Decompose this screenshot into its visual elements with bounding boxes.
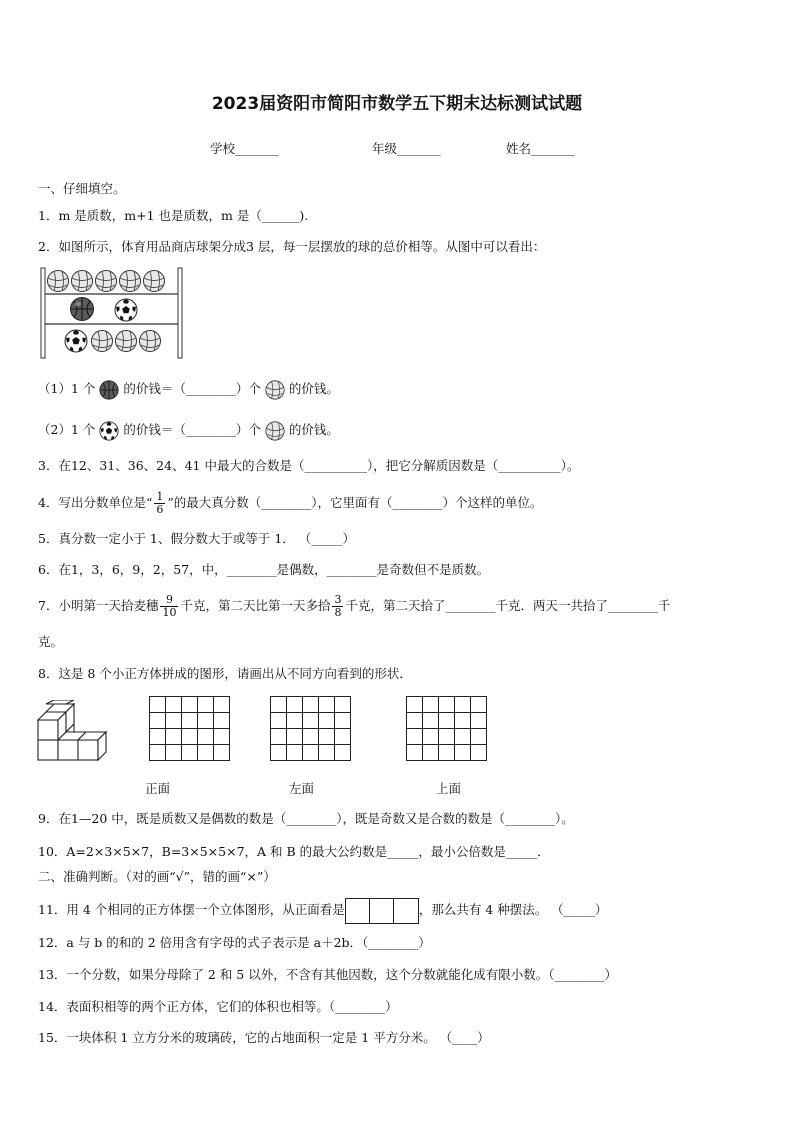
question-12: 12．a 与 b 的和的 2 倍用含有字母的式子表示是 a＋2b．（________）	[38, 935, 431, 950]
front-view-label: 正面	[145, 781, 171, 796]
front-view-grid[interactable]	[149, 696, 230, 761]
question-15: 15．一块体积 1 立方分米的玻璃砖，它的占地面积一定是 1 平方分米。 （____）	[38, 1030, 490, 1045]
fraction-three-eighths: $\frac{3}{8}$	[334, 593, 342, 619]
question-2: 2．如图所示，体育用品商店球架分成3 层，每一层摆放的球的总价相等。从图中可以看出：	[38, 239, 546, 254]
question-10: 10．A=2×3×5×7，B=3×5×5×7，A 和 B 的最大公约数是_____，最小公倍数是_____．	[38, 844, 550, 859]
question-5: 5．真分数一定小于 1、假分数大于或等于 1． （_____）	[38, 531, 356, 546]
left-view-label: 左面	[289, 781, 315, 796]
name-field[interactable]: 姓名_______	[506, 141, 575, 156]
question-1: 1．m 是质数，m+1 也是质数，m 是（______).	[38, 208, 309, 223]
grade-field[interactable]: 年级_______	[372, 141, 441, 156]
question-7: 7．小明第一天拾麦穗 $\frac{9}{10}$ 千克，第二天比第一天多拾 $\frac{3}{8}$ 千克，第二天拾了________千克．两天一共拾了________千	[38, 593, 671, 619]
fraction-one-sixth: $\frac{1}{6}$	[156, 490, 164, 516]
cube-stack-figure	[36, 700, 118, 762]
left-view-grid[interactable]	[270, 696, 351, 761]
volleyball-icon	[265, 421, 285, 441]
question-6: 6．在1，3，6，9，2，57，中，________是偶数，________是奇数但不是质数。	[38, 562, 490, 577]
question-2-part-2: （2）1 个 的价钱＝（________）个 的价钱。	[38, 419, 339, 441]
question-14: 14．表面积相等的两个正方体，它们的体积也相等。（________）	[38, 999, 398, 1014]
question-7-continued: 克。	[38, 634, 64, 649]
fraction-nine-tenths: $\frac{9}{10}$	[162, 593, 177, 619]
question-13: 13．一个分数，如果分母除了 2 和 5 以外，不含有其他因数，这个分数就能化成有限小数。（________）	[38, 967, 617, 982]
question-2-part-1: （1）1 个 的价钱＝（________）个 的价钱。	[38, 378, 339, 400]
school-field[interactable]: 学校_______	[210, 141, 279, 156]
basketball-icon	[99, 380, 119, 400]
top-view-grid[interactable]	[406, 696, 487, 761]
section-heading-fill: 一、仔细填空。	[38, 181, 126, 196]
question-8: 8．这是 8 个小正方体拼成的图形，请画出从不同方向看到的形状．	[38, 666, 412, 681]
question-9: 9．在1—20 中，既是质数又是偶数的数是（________），既是奇数又是合数的数是（________）。	[38, 811, 574, 826]
top-view-label: 上面	[436, 781, 462, 796]
section-heading-judge: 二、准确判断。（对的画“√”，错的画“×”）	[38, 869, 276, 884]
page-title: 2023届资阳市简阳市数学五下期末达标测试试题	[211, 94, 583, 114]
ball-rack-figure	[40, 266, 185, 360]
question-11: 11．用 4 个相同的正方体摆一个立体图形，从正面看是 ，那么共有 4 种摆法。 （_____）	[38, 896, 607, 924]
soccer-ball-icon	[99, 421, 119, 441]
question-3: 3．在12、31、36、24、41 中最大的合数是（__________），把它分解质因数是（__________）。	[38, 458, 580, 473]
question-4: 4．写出分数单位是“ $\frac{1}{6}$ ”的最大真分数（________），它里面有（________）个这样的单位。	[38, 490, 543, 516]
three-square-front-view	[345, 898, 419, 924]
volleyball-icon	[265, 380, 285, 400]
